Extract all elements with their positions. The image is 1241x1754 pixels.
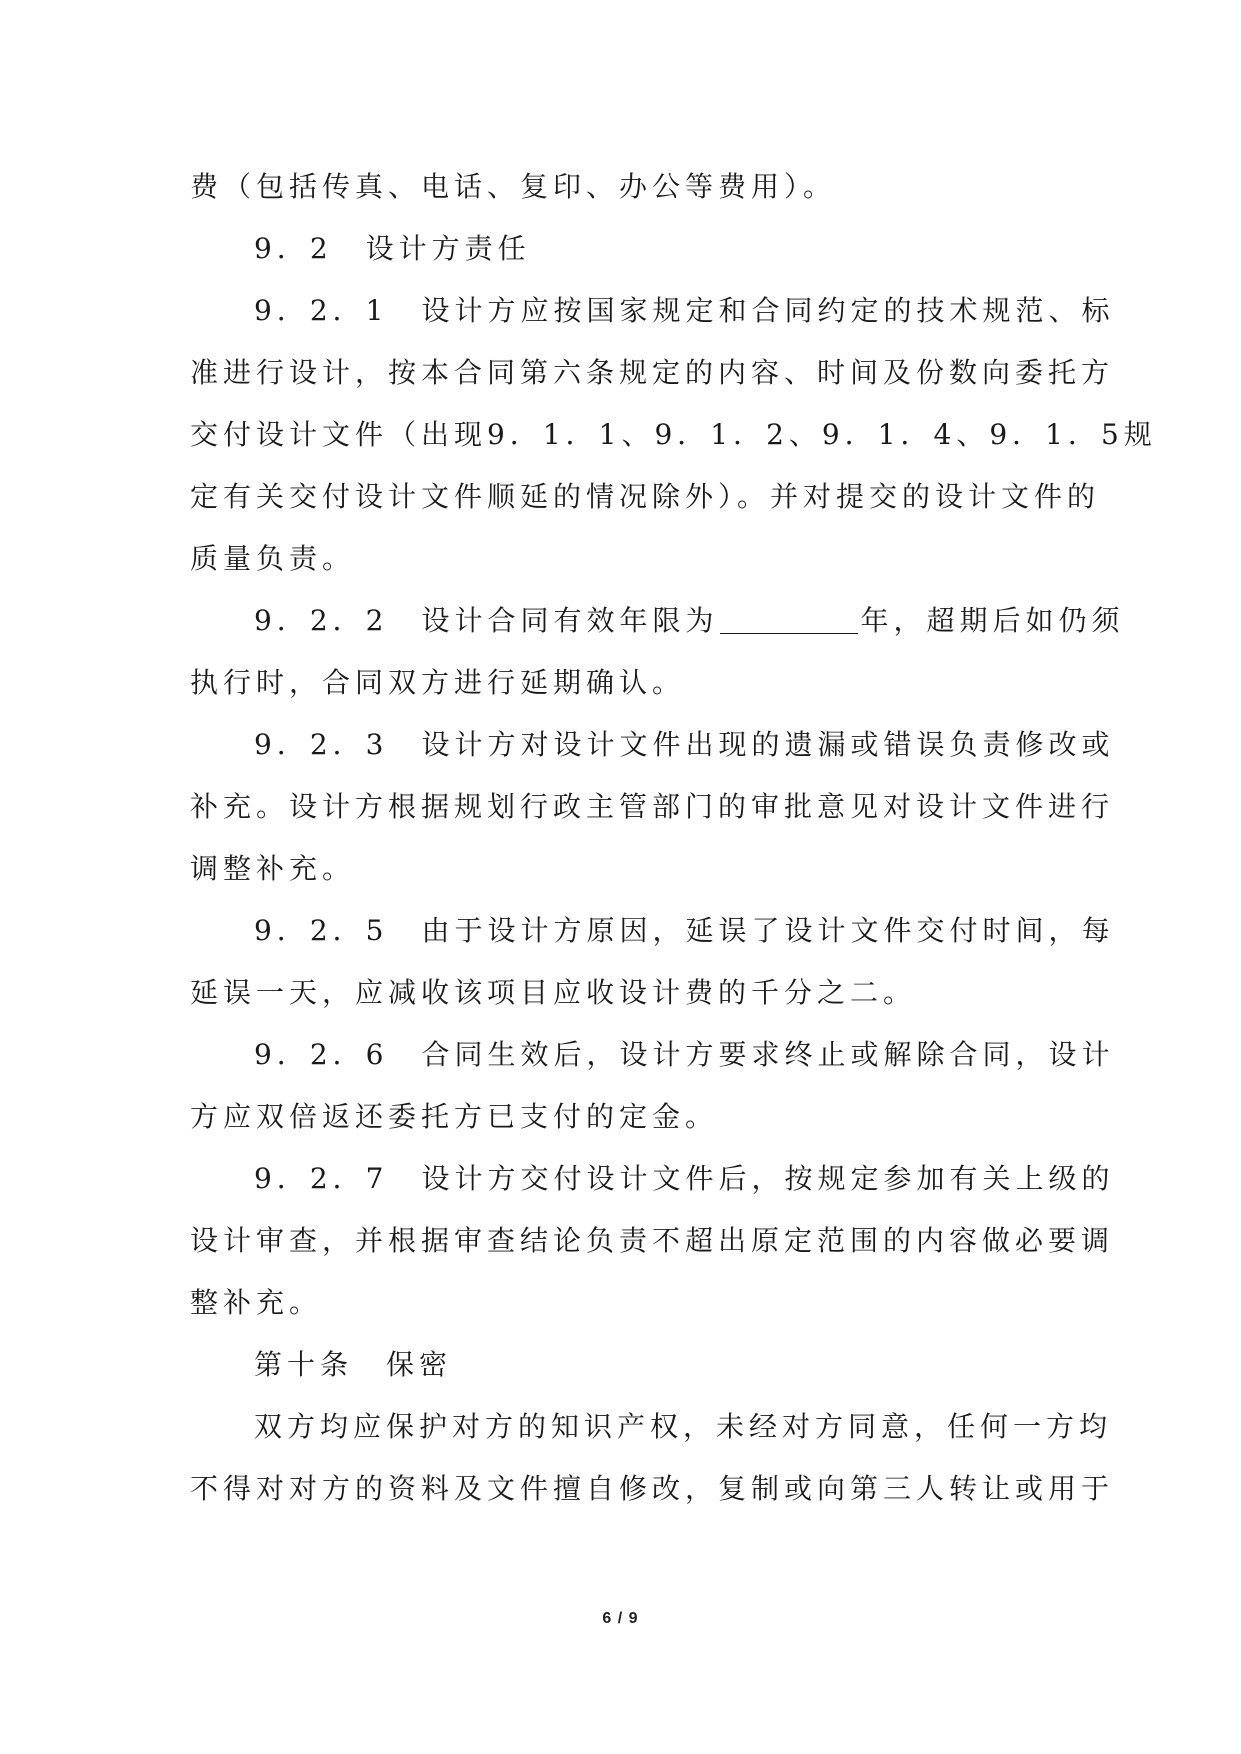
clause-line: 9．2．5 由于设计方原因，延误了设计文件交付时间，每: [254, 914, 1115, 947]
text-line: 补充。设计方根据规划行政主管部门的审批意见对设计文件进行: [190, 790, 1115, 823]
clause-line-with-blank: [190, 590, 1125, 652]
fill-in-blank[interactable]: [720, 603, 858, 634]
text-line: 准进行设计，按本合同第六条规定的内容、时间及份数向委托方: [190, 356, 1115, 389]
page-number: 6 / 9: [602, 1610, 639, 1627]
clause-line: 9．2．1 设计方应按国家规定和合同约定的技术规范、标: [254, 294, 1115, 327]
text-line: 延误一天，应减收该项目应收设计费的千分之二。: [190, 976, 917, 1009]
text-line: 定有关交付设计文件顺延的情况除外）。并对提交的设计文件的: [190, 480, 1101, 513]
text-line: 整补充。: [190, 1286, 323, 1319]
article-heading: 第十条 保密: [254, 1348, 453, 1381]
text-line: 调整补充。: [190, 852, 356, 885]
text-line: 费（包括传真、电话、复印、办公等费用）。: [190, 170, 837, 203]
section-heading: 9．2 设计方责任: [254, 232, 531, 265]
clause-line: 9．2．6 合同生效后，设计方要求终止或解除合同，设计: [254, 1038, 1115, 1071]
text-line: 交付设计文件（出现9．1．1、9．1．2、9．1．4、9．1．5规: [190, 418, 1157, 451]
clause-text-after-blank: 年，超期后如仍须: [860, 604, 1125, 637]
text-line: 执行时，合同双方进行延期确认。: [190, 666, 686, 699]
text-line: 设计审查，并根据审查结论负责不超出原定范围的内容做必要调: [190, 1224, 1115, 1257]
text-line: 方应双倍返还委托方已支付的定金。: [190, 1100, 719, 1133]
text-line: 质量负责。: [190, 542, 356, 575]
clause-text-before-blank: 9．2．2 设计合同有效年限为: [254, 604, 719, 637]
clause-line: 9．2．7 设计方交付设计文件后，按规定参加有关上级的: [254, 1162, 1115, 1195]
paragraph-line: 双方均应保护对方的知识产权，未经对方同意，任何一方均: [254, 1410, 1113, 1443]
clause-line: 9．2．3 设计方对设计文件出现的遗漏或错误负责修改或: [254, 728, 1115, 761]
document-body: [190, 156, 1157, 1520]
text-line: 不得对对方的资料及文件擅自修改，复制或向第三人转让或用于: [190, 1472, 1115, 1505]
